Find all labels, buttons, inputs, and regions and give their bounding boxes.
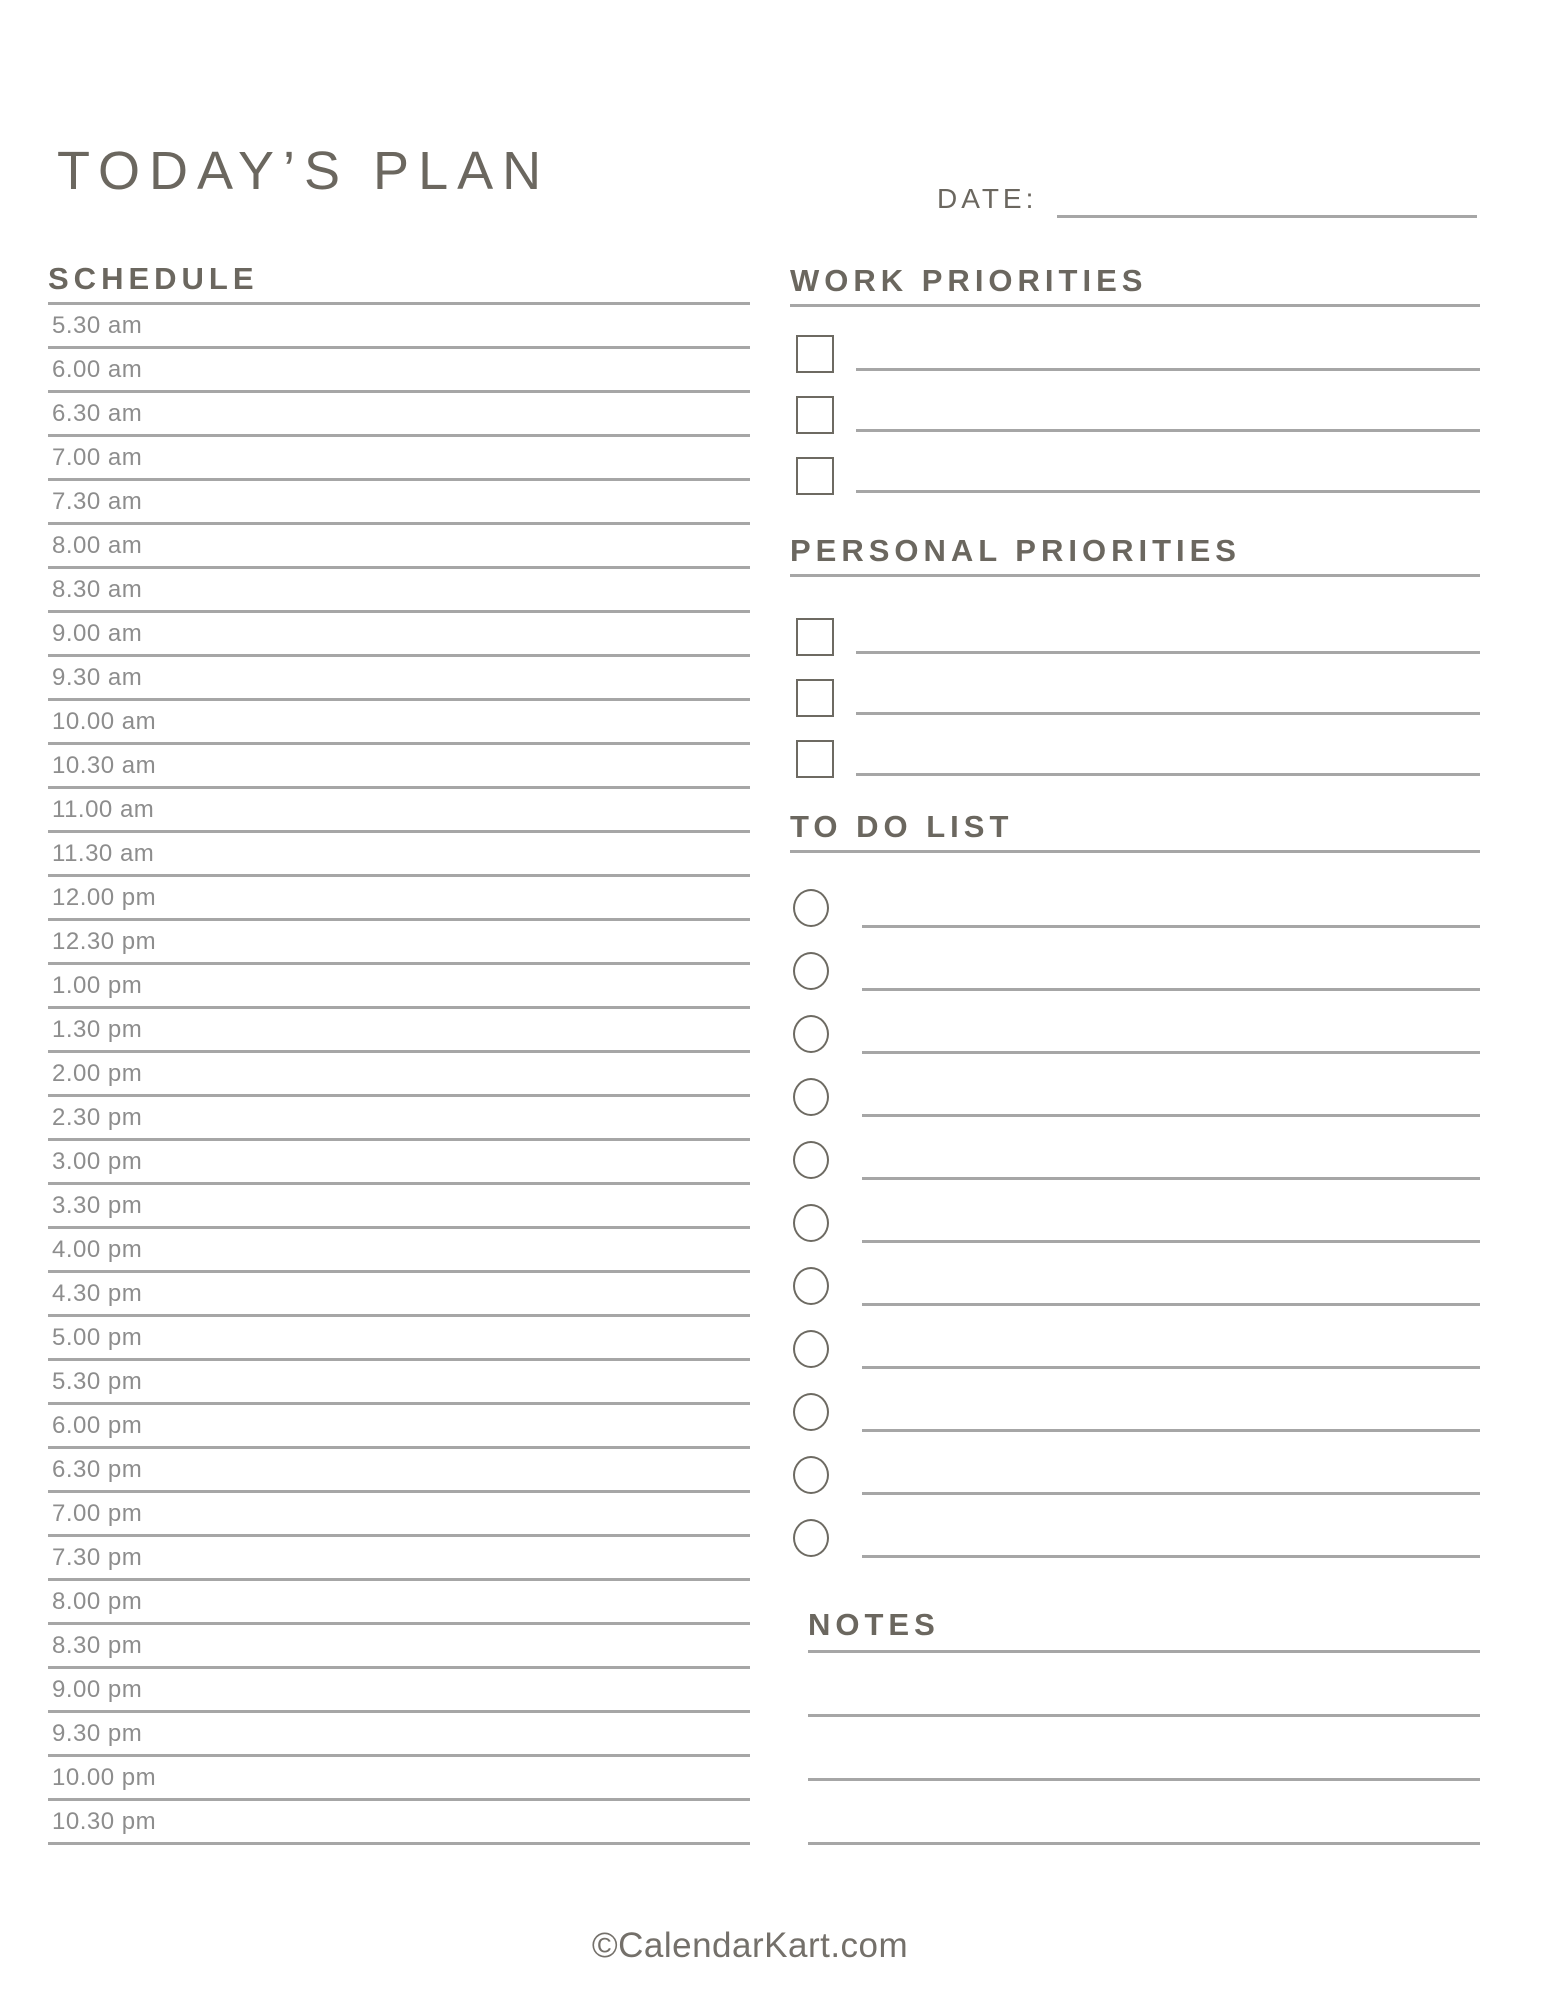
time-label: 9.00 pm [52,1675,143,1703]
time-label: 7.00 pm [52,1499,143,1527]
todo-write-line[interactable] [862,1240,1480,1243]
todo-write-line[interactable] [862,1303,1480,1306]
todo-row [790,1204,1480,1267]
todo-write-line[interactable] [862,988,1480,991]
todo-circle-bullet[interactable] [793,889,829,927]
time-label: 12.30 pm [52,927,157,955]
personal-priority-row [790,618,1480,679]
work-priority-write-line[interactable] [856,429,1480,432]
schedule-row [48,921,750,965]
schedule-row [48,393,750,437]
todo-row [790,1078,1480,1141]
todo-circle-bullet[interactable] [793,1267,829,1305]
personal-priorities-heading: PERSONAL PRIORITIES [790,534,1480,577]
schedule-row [48,1757,750,1801]
time-label: 3.00 pm [52,1147,143,1175]
todo-list-section [790,810,1480,1582]
work-priorities-section [790,264,1480,518]
todo-write-line[interactable] [862,1114,1480,1117]
schedule-section [48,262,750,1845]
schedule-row [48,657,750,701]
schedule-heading: SCHEDULE [48,262,750,305]
work-priority-checkbox[interactable] [796,335,834,373]
todo-write-line[interactable] [862,1051,1480,1054]
schedule-row [48,1229,750,1273]
todo-write-line[interactable] [862,1177,1480,1180]
personal-priorities-section [790,534,1480,801]
schedule-row [48,1713,750,1757]
todo-row [790,1141,1480,1204]
time-label: 2.00 pm [52,1059,143,1087]
time-label: 7.30 am [52,487,143,515]
personal-priority-row [790,740,1480,801]
todo-row [790,1015,1480,1078]
personal-priority-checkbox[interactable] [796,679,834,717]
todo-rows [790,889,1480,1582]
todo-row [790,1393,1480,1456]
time-label: 6.30 pm [52,1455,143,1483]
work-priority-write-line[interactable] [856,368,1480,371]
time-label: 6.00 am [52,355,143,383]
work-priority-row [790,457,1480,518]
date-input-line[interactable] [1057,215,1477,218]
time-label: 11.30 am [52,839,155,867]
personal-priority-checkbox[interactable] [796,618,834,656]
todo-circle-bullet[interactable] [793,1519,829,1557]
schedule-row [48,1449,750,1493]
notes-write-line[interactable] [808,1781,1480,1845]
time-label: 10.30 am [52,751,157,779]
time-label: 10.30 pm [52,1807,157,1835]
todo-circle-bullet[interactable] [793,1204,829,1242]
todo-list-heading: TO DO LIST [790,810,1480,853]
schedule-rows [48,305,750,1845]
todo-write-line[interactable] [862,1492,1480,1495]
schedule-row [48,1361,750,1405]
todo-row [790,1456,1480,1519]
schedule-row [48,1625,750,1669]
work-priority-checkbox[interactable] [796,457,834,495]
todo-row [790,1519,1480,1582]
time-label: 1.30 pm [52,1015,143,1043]
schedule-row [48,1493,750,1537]
schedule-row [48,745,750,789]
time-label: 8.30 pm [52,1631,143,1659]
time-label: 1.00 pm [52,971,143,999]
time-label: 9.30 am [52,663,143,691]
todo-circle-bullet[interactable] [793,1330,829,1368]
schedule-row [48,1053,750,1097]
personal-priority-write-line[interactable] [856,651,1480,654]
page-title: TODAY’S PLAN [57,141,551,201]
personal-priority-rows [790,618,1480,801]
time-label: 4.00 pm [52,1235,143,1263]
schedule-row [48,1405,750,1449]
time-label: 8.00 am [52,531,143,559]
notes-heading: NOTES [808,1608,1480,1653]
schedule-row [48,1537,750,1581]
notes-write-line[interactable] [808,1717,1480,1781]
time-label: 9.00 am [52,619,143,647]
notes-lines [808,1653,1480,1845]
schedule-row [48,481,750,525]
schedule-row [48,701,750,745]
footer-watermark: ©CalendarKart.com [591,1926,909,1965]
todo-write-line[interactable] [862,925,1480,928]
todo-write-line[interactable] [862,1366,1480,1369]
time-label: 5.30 am [52,311,143,339]
date-label: DATE: [937,183,1038,214]
todo-circle-bullet[interactable] [793,1015,829,1053]
schedule-row [48,437,750,481]
notes-write-line[interactable] [808,1653,1480,1717]
schedule-row [48,525,750,569]
schedule-row [48,1317,750,1361]
time-label: 10.00 pm [52,1763,157,1791]
time-label: 5.30 pm [52,1367,143,1395]
todo-circle-bullet[interactable] [793,1393,829,1431]
time-label: 8.00 pm [52,1587,143,1615]
todo-row [790,889,1480,952]
todo-write-line[interactable] [862,1429,1480,1432]
work-priority-row [790,396,1480,457]
todo-row [790,1330,1480,1393]
schedule-row [48,1141,750,1185]
schedule-row [48,1009,750,1053]
time-label: 6.30 am [52,399,143,427]
schedule-row [48,877,750,921]
time-label: 7.30 pm [52,1543,143,1571]
time-label: 8.30 am [52,575,143,603]
time-label: 2.30 pm [52,1103,143,1131]
time-label: 12.00 pm [52,883,157,911]
schedule-row [48,305,750,349]
todo-row [790,1267,1480,1330]
schedule-row [48,1097,750,1141]
time-label: 4.30 pm [52,1279,143,1307]
time-label: 7.00 am [52,443,143,471]
time-label: 9.30 pm [52,1719,143,1747]
todo-circle-bullet[interactable] [793,1078,829,1116]
personal-priority-row [790,679,1480,740]
todo-circle-bullet[interactable] [793,1141,829,1179]
work-priority-rows [790,335,1480,518]
work-priority-row [790,335,1480,396]
time-label: 10.00 am [52,707,157,735]
schedule-row [48,833,750,877]
todo-circle-bullet[interactable] [793,952,829,990]
personal-priority-write-line[interactable] [856,773,1480,776]
schedule-row [48,613,750,657]
work-priority-checkbox[interactable] [796,396,834,434]
notes-section [808,1608,1480,1845]
personal-priority-write-line[interactable] [856,712,1480,715]
schedule-row [48,1581,750,1625]
work-priority-write-line[interactable] [856,490,1480,493]
time-label: 6.00 pm [52,1411,143,1439]
schedule-row [48,569,750,613]
personal-priority-checkbox[interactable] [796,740,834,778]
time-label: 11.00 am [52,795,155,823]
schedule-row [48,965,750,1009]
schedule-row [48,349,750,393]
todo-circle-bullet[interactable] [793,1456,829,1494]
work-priorities-heading: WORK PRIORITIES [790,264,1480,307]
time-label: 3.30 pm [52,1191,143,1219]
schedule-row [48,1801,750,1845]
schedule-row [48,1185,750,1229]
schedule-row [48,1273,750,1317]
todo-row [790,952,1480,1015]
schedule-row [48,1669,750,1713]
schedule-row [48,789,750,833]
todo-write-line[interactable] [862,1555,1480,1558]
time-label: 5.00 pm [52,1323,143,1351]
